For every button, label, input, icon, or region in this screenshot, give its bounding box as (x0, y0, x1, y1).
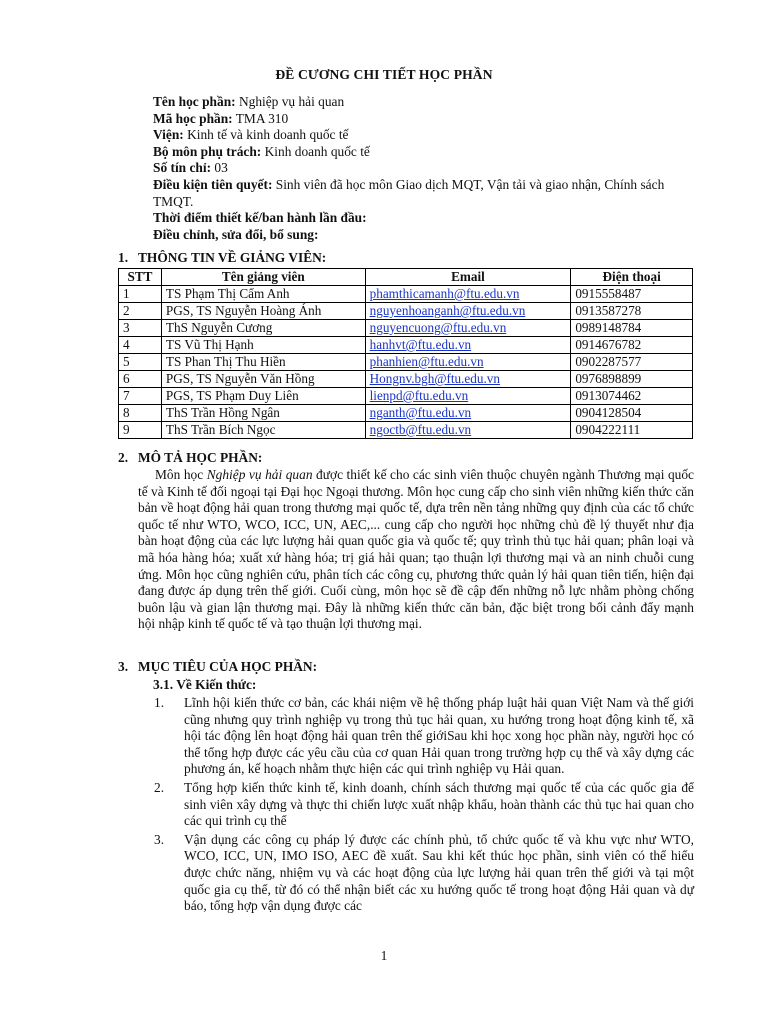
section-title: MÔ TẢ HỌC PHẦN: (138, 450, 263, 465)
objectives-list (154, 695, 694, 917)
lecturer-email[interactable]: ngoctb@ftu.edu.vn (365, 422, 571, 439)
row-stt: 7 (119, 388, 162, 405)
info-value: Kinh doanh quốc tế (261, 143, 370, 159)
lecturer-phone: 0904222111 (571, 422, 693, 439)
table-row (119, 371, 693, 388)
table-header-row (119, 269, 693, 286)
table-row (119, 388, 693, 405)
info-row (153, 127, 698, 144)
description-intro: Môn học (155, 467, 207, 482)
info-row (153, 144, 698, 161)
table-row (119, 405, 693, 422)
description-body: được thiết kế cho các sinh viên thuộc chuyên ngành Thương mại quốc tế và Kinh tế đối ngoại tại Đại học Ngoại thương. Môn học cung cấp cho sinh viên những kiến thức căn bản về hoạt động hải quan trong thương mại quốc tế, dựa trên nền tảng những quy định của các tổ chức quốc tế như WTO, WCO, ICC, UN, AEC,... cung cấp cho người học những chủ đề lý thuyết như địa bàn hoạt động của các lực lượng hải quan quốc gia và quốc tế; quy trình thủ tục hải quan; phân loại và mã hóa hàng hóa; xuất xứ hàng hóa; trị giá hải quan; tạo thuận lợi thương mại và an ninh chuỗi cung ứng. Môn học cũng nghiên cứu, phân tích các công cụ, phương thức quản lý hải quan tiên tiến, hiện đại đang được áp dụng trên thế giới. Cuối cùng, môn học sẽ đề cập đến những nỗ lực nhằm phòng chống buôn lậu và gian lận thương mại. Đây là những kiến thức căn bản, đặc biệt trong bối cảnh đẩy mạnh hội nhập kinh tế quốc tế và tạo thuận lợi thương mại. (138, 467, 694, 632)
list-item (154, 695, 694, 778)
table-row (119, 303, 693, 320)
lecturer-phone: 0914676782 (571, 337, 693, 354)
list-item (154, 832, 694, 915)
lecturer-phone: 0904128504 (571, 405, 693, 422)
header-email: Email (365, 269, 571, 286)
header-stt: STT (119, 269, 162, 286)
document-title: ĐỀ CƯƠNG CHI TIẾT HỌC PHẦN (275, 67, 493, 82)
info-row (153, 111, 698, 128)
lecturer-email[interactable]: nguyencuong@ftu.edu.vn (365, 320, 571, 337)
info-row (153, 94, 698, 111)
lecturer-email[interactable]: nguyenhoanganh@ftu.edu.vn (365, 303, 571, 320)
lecturer-phone: 0913074462 (571, 388, 693, 405)
section-number: 2. (118, 450, 129, 465)
table-row (119, 286, 693, 303)
table-row (119, 354, 693, 371)
row-stt: 2 (119, 303, 162, 320)
course-description (138, 467, 694, 633)
lecturer-email[interactable]: Hongnv.bgh@ftu.edu.vn (365, 371, 571, 388)
section-number: 3. (118, 659, 129, 674)
info-value: Sinh viên đã học môn Giao dịch MQT, Vận tải và giao nhận, Chính sách TMQT. (153, 176, 665, 209)
list-item-number: 2. (154, 779, 165, 795)
lecturer-phone: 0902287577 (571, 354, 693, 371)
info-label: Thời điểm thiết kế/ban hành lần đầu: (153, 210, 367, 226)
section-3-heading (118, 659, 317, 676)
lecturer-name: PGS, TS Nguyễn Hoàng Ánh (161, 303, 365, 320)
row-stt: 9 (119, 422, 162, 439)
table-row (119, 320, 693, 337)
row-stt: 8 (119, 405, 162, 422)
info-row (153, 210, 698, 227)
lecturer-name: TS Vũ Thị Hạnh (161, 337, 365, 354)
list-item-text: Vận dụng các công cụ pháp lý được các chính phủ, tổ chức quốc tế và khu vực như WTO, WCO, ICC, UN, IMO ISO, AEC đề xuất. Sau khi kết thúc học phần, sinh viên có thể hiểu được chức năng, nhiệm vụ và các hoạt động của lực lượng hải quan trên thế giới và tại một quốc gia cụ thể, từ đó có thể nhận biết các xu hướng quốc tế trong hoạt động Hải quan và dự báo, tổng hợp vận dụng được các (184, 831, 694, 914)
page-number: 1 (380, 948, 388, 963)
list-item-number: 3. (154, 831, 165, 847)
info-row (153, 227, 698, 244)
lecturer-phone: 0989148784 (571, 320, 693, 337)
row-stt: 1 (119, 286, 162, 303)
lecturer-name: ThS Nguyễn Cương (161, 320, 365, 337)
info-label: Điều chỉnh, sửa đổi, bổ sung: (153, 226, 319, 242)
info-label: Viện: (153, 127, 184, 143)
lecturer-phone: 0915558487 (571, 286, 693, 303)
list-item-text: Tổng hợp kiến thức kinh tế, kinh doanh, chính sách thương mại quốc tế của các quốc gia để sinh viên xây dựng và thực thi chiến lược xuất nhập khẩu, hoàn thành các thủ tục hai quan cho các qui trình cụ thể (184, 779, 694, 829)
list-item (154, 780, 694, 830)
lecturer-name: TS Phạm Thị Cẩm Anh (161, 286, 365, 303)
header-name: Tên giảng viên (161, 269, 365, 286)
lecturer-name: PGS, TS Phạm Duy Liên (161, 388, 365, 405)
info-label: Mã học phần: (153, 110, 233, 126)
lecturer-phone: 0976898899 (571, 371, 693, 388)
info-value: Nghiệp vụ hải quan (235, 94, 345, 109)
section-1-heading (118, 250, 326, 267)
section-number: 1. (118, 250, 129, 265)
info-label: Tên học phần: (153, 94, 236, 109)
table-row (119, 337, 693, 354)
info-label: Số tín chỉ: (153, 160, 212, 176)
lecturer-name: ThS Trần Bích Ngọc (161, 422, 365, 439)
lecturer-name: ThS Trần Hồng Ngân (161, 405, 365, 422)
subsection-knowledge: 3.1. Về Kiến thức: (153, 677, 257, 692)
header-phone: Điện thoại (571, 269, 693, 286)
course-info (153, 94, 698, 243)
lecturer-email[interactable]: hanhvt@ftu.edu.vn (365, 337, 571, 354)
table-row (119, 422, 693, 439)
course-name-italic: Nghiệp vụ hải quan (206, 467, 313, 482)
info-label: Bộ môn phụ trách: (153, 143, 262, 159)
info-label: Điều kiện tiên quyết: (153, 176, 273, 192)
list-item-text: Lĩnh hội kiến thức cơ bản, các khái niệm về hệ thống pháp luật hải quan Việt Nam và thế giới cũng nhưng quy trình nghiệp vụ trong thủ tục hải quan, xu hướng trong hoạt động kinh tế, xã hội tác động lên hoạt động hải quan trên thế giớiSau khi học xong học phần này, người học có thể tổng hợp được các yêu cầu của cơ quan Hải quan trong trường hợp cụ thể và xây dựng các phương án, kế hoạch nhằm thực hiện các qui trình nghiệp vụ Hải quan. (184, 695, 694, 777)
section-title: MỤC TIÊU CỦA HỌC PHẦN: (138, 659, 318, 674)
info-value: Kinh tế và kinh doanh quốc tế (183, 127, 349, 143)
row-stt: 6 (119, 371, 162, 388)
row-stt: 4 (119, 337, 162, 354)
lecturer-email[interactable]: nganth@ftu.edu.vn (365, 405, 571, 422)
row-stt: 5 (119, 354, 162, 371)
row-stt: 3 (119, 320, 162, 337)
lecturer-email[interactable]: lienpd@ftu.edu.vn (365, 388, 571, 405)
lecturer-name: TS Phan Thị Thu Hiền (161, 354, 365, 371)
info-row (153, 160, 698, 177)
lecturer-table (118, 268, 693, 439)
lecturer-email[interactable]: phanhien@ftu.edu.vn (365, 354, 571, 371)
lecturer-name: PGS, TS Nguyễn Văn Hồng (161, 371, 365, 388)
list-item-number: 1. (154, 695, 165, 710)
section-2-heading (118, 450, 262, 467)
info-value: 03 (211, 160, 228, 176)
info-value: TMA 310 (232, 110, 289, 126)
lecturer-email[interactable]: phamthicamanh@ftu.edu.vn (365, 286, 571, 303)
lecturer-phone: 0913587278 (571, 303, 693, 320)
section-title: THÔNG TIN VỀ GIẢNG VIÊN: (138, 250, 327, 265)
info-row (153, 177, 698, 210)
